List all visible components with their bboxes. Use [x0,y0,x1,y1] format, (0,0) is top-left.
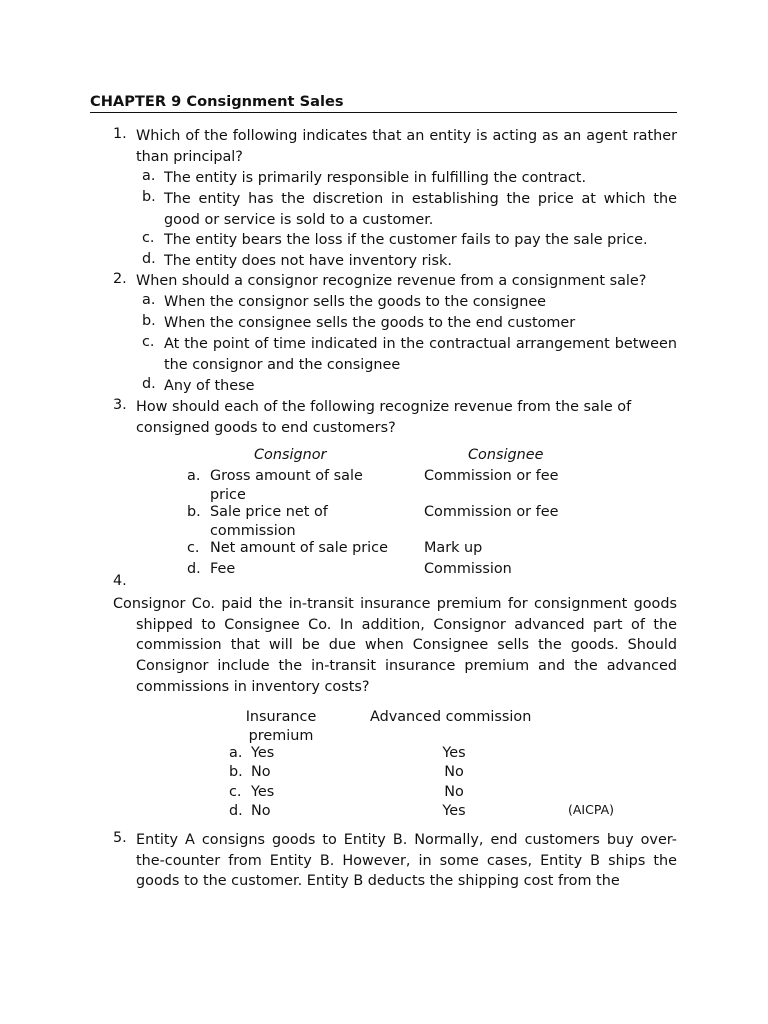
option-letter: d. [142,376,156,392]
option-letter: d. [142,251,156,267]
option-letter: a. [142,292,156,308]
option-text: The entity bears the loss if the customer fails to pay the sale price. [164,232,648,248]
consignor-cell: Net amount of sale price [210,540,388,556]
option-text: The entity has the discretion in establishing the price at which the good or service is sold to a customer. [164,191,677,228]
column-header-consignee: Consignee [468,447,544,463]
column-header-commission: Advanced commission [370,709,532,725]
option-letter: c. [142,230,155,246]
question-stem: Which of the following indicates that an entity is acting as an agent rather than principal? [136,128,677,165]
option-text: When the consignor sells the goods to the consignee [164,294,547,310]
option-letter: b. [142,189,156,205]
insurance-cell: No [251,764,271,780]
option-letter: c. [142,334,155,350]
source-citation: (AICPA) [568,802,615,817]
row-letter: a. [187,468,201,484]
commission-cell: No [444,764,464,780]
question-stem: When should a consignor recognize revenue from a consignment sale? [136,273,647,289]
row-letter: a. [229,745,243,761]
insurance-cell: Yes [251,745,275,761]
commission-cell: Yes [442,803,466,819]
insurance-cell: No [251,803,271,819]
question-stem: How should each of the following recognize revenue from the sale of consigned goods to end customers? [136,399,632,436]
consignee-cell: Commission [424,561,512,577]
consignor-cell: Gross amount of sale price [210,468,363,503]
option-text: Any of these [164,378,255,394]
question-number: 2. [113,271,127,287]
question-number: 4. [113,573,127,589]
consignor-cell: Sale price net of commission [210,504,328,539]
consignee-cell: Mark up [424,540,483,556]
row-letter: b. [187,504,201,520]
row-letter: d. [229,803,243,819]
option-letter: a. [142,168,156,184]
question-stem: Consignor Co. paid the in-transit insurance premium for consignment goods shipped to Consignee Co. In addition, Consignor advanced part of the commission that will be due when Consignee sells the goods. Should Consignor include the in-transit insurance premium and the advanced commissions in inventory costs? [113,596,677,695]
title-underline [90,112,677,113]
row-letter: c. [229,784,242,800]
row-letter: b. [229,764,243,780]
commission-cell: No [444,784,464,800]
question-number: 5. [113,830,127,846]
insurance-cell: Yes [251,784,275,800]
option-letter: b. [142,313,156,329]
column-header-consignor: Consignor [254,447,327,463]
commission-cell: Yes [442,745,466,761]
consignee-cell: Commission or fee [424,504,559,520]
row-letter: c. [187,540,200,556]
consignor-cell: Fee [210,561,236,577]
question-stem: Entity A consigns goods to Entity B. Normally, end customers buy over-the-counter from Entity B. However, in some cases, Entity B ships the goods to the customer. Entity B deducts the shipping cost from the [136,832,677,890]
row-letter: d. [187,561,201,577]
option-text: When the consignee sells the goods to the end customer [164,315,576,331]
option-text: The entity is primarily responsible in fulfilling the contract. [164,170,587,186]
option-text: The entity does not have inventory risk. [164,253,452,269]
consignee-cell: Commission or fee [424,468,559,484]
column-header-insurance: Insurance premium [245,709,317,744]
question-number: 1. [113,126,127,142]
option-text: At the point of time indicated in the contractual arrangement between the consignor and the consignee [164,336,677,373]
chapter-title: CHAPTER 9 Consignment Sales [90,93,344,110]
question-number: 3. [113,397,127,413]
